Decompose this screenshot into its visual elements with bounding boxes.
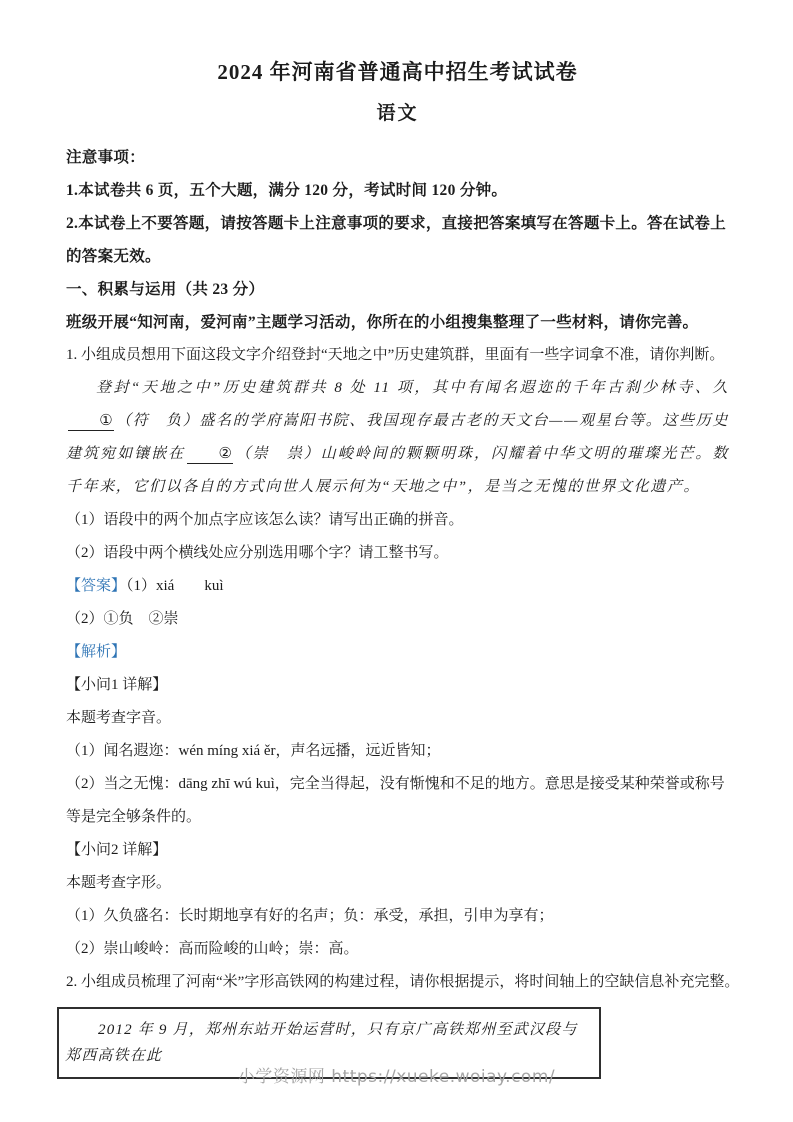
detail-1-intro: 本题考查字音。 <box>66 710 172 726</box>
detail-2-heading: 【小问2 详解】 <box>66 842 168 858</box>
passage-text: 迩的千年古刹少林寺、久 <box>537 380 729 396</box>
analysis-label: 【解析】 <box>66 644 127 660</box>
dotted-char-xia: 遐 <box>519 380 538 396</box>
paper-title: 2024 年河南省普通高中招生考试试卷 <box>217 60 578 84</box>
passage-text: 山峻岭间的颗颗明珠，闪耀着中华文明的璀璨光芒。数千年来，它们以各自的方式向世人展示何为“天地之中”，是当之无 <box>66 446 730 495</box>
question-2-stem: 2. 小组成员梳理了河南“米”字形高铁网的构建过程，请你根据提示，将时间轴上的空缺信息补充完整。 <box>66 974 740 990</box>
passage-text: 的世界文化遗产。 <box>567 479 701 495</box>
notice-heading: 注意事项： <box>66 149 146 166</box>
blank-underline-1 <box>68 412 114 431</box>
question-1-sub-2: （2）语段中两个横线处应分别选用哪个字？请工整书写。 <box>66 545 449 561</box>
detail-2-item-2: （2）崇山峻岭：高而险峻的山岭；崇：高。 <box>66 941 359 957</box>
passage-text: 登封“天地之中”历史建筑群共 8 处 11 项，其中有闻名 <box>96 380 520 396</box>
footer-watermark: 小学资源网 https://xueke.woiay.com/ <box>237 1067 556 1087</box>
option-pair-1: （符 负） <box>116 413 200 429</box>
answer-value-1: （1）xiá kuì <box>126 578 224 594</box>
timeline-box-text: 2012 年 9 月，郑州东站开始运营时，只有京广高铁郑州至武汉段与郑西高铁在此 <box>65 1022 578 1064</box>
answer-line-2: （2）①负 ②崇 <box>66 611 179 627</box>
answer-label: 【答案】 <box>66 578 127 594</box>
notice-item-2: 2.本试卷上不要答题，请按答题卡上注意事项的要求，直接把答案填写在答题卡上。答在试卷上的答案无效。 <box>66 215 727 265</box>
dotted-char-kui: 愧 <box>550 479 568 495</box>
option-pair-2: （崇 祟） <box>235 446 321 462</box>
passage-text: 盛名的学府嵩阳书院、我国现存最古老的天文台——观星台等。这些历史建筑宛如镶嵌在 <box>66 413 729 462</box>
notice-item-1: 1.本试卷共 6 页，五个大题，满分 120 分，考试时间 120 分钟。 <box>66 182 508 199</box>
section-1-heading: 一、积累与运用（共 23 分） <box>66 281 265 298</box>
detail-1-item-1: （1）闻名遐迩：wén míng xiá ěr，声名远播，远近皆知； <box>66 743 441 759</box>
question-1-sub-1: （1）语段中的两个加点字应该怎么读？请写出正确的拼音。 <box>66 512 464 528</box>
question-1-stem: 1. 小组成员想用下面这段文字介绍登封“天地之中”历史建筑群，里面有一些字词拿不准，请你判断。 <box>66 347 725 363</box>
paper-body <box>65 141 740 1079</box>
question-1-passage <box>66 372 729 504</box>
paper-subject: 语文 <box>376 103 419 124</box>
circled-number-1: ① <box>99 413 113 429</box>
detail-2-intro: 本题考查字形。 <box>66 875 172 891</box>
detail-1-item-2: （2）当之无愧：dāng zhī wú kuì，完全当得起，没有惭愧和不足的地方。意思是接受某种荣誉或称号等是完全够条件的。 <box>66 776 725 825</box>
circled-number-2: ② <box>218 446 232 462</box>
detail-1-heading: 【小问1 详解】 <box>66 677 168 693</box>
section-1-intro: 班级开展“知河南，爱河南”主题学习活动，你所在的小组搜集整理了一些材料，请你完善。 <box>66 314 699 331</box>
detail-2-item-1: （1）久负盛名：长时期地享有好的名声；负：承受，承担，引申为享有； <box>66 908 554 924</box>
blank-underline-2 <box>187 445 233 464</box>
answer-line-1 <box>66 570 729 603</box>
